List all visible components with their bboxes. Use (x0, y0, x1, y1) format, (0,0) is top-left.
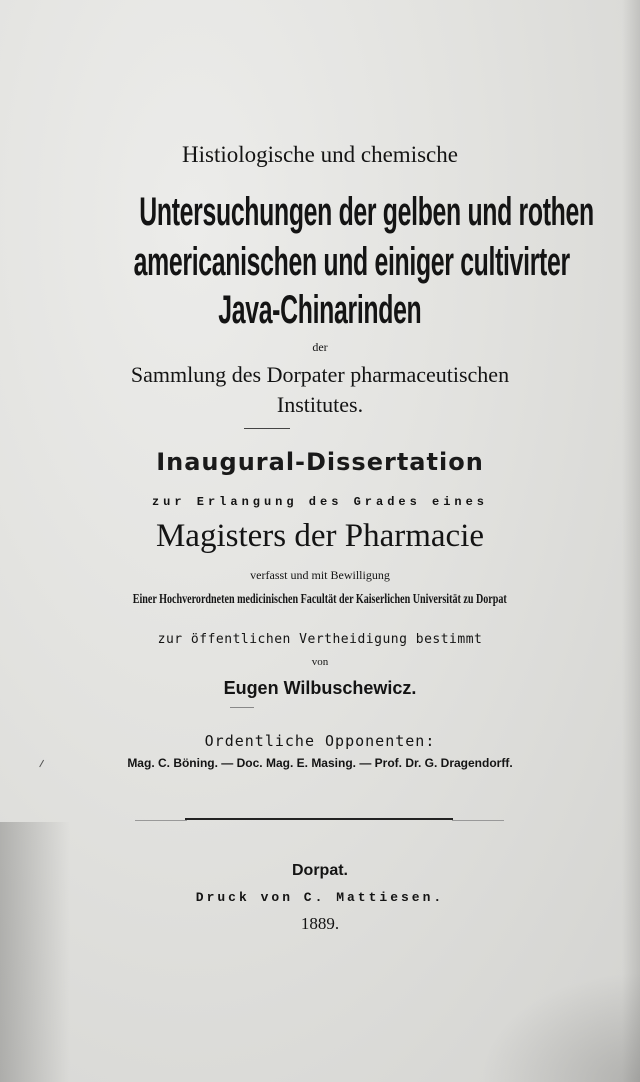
author-name: Eugen Wilbuschewicz. (223, 678, 417, 698)
long-divider (185, 818, 453, 820)
printer-line: Druck von C. Mattiesen. (195, 890, 445, 905)
long-divider-right-fade (452, 820, 504, 821)
title-line-2 (0, 240, 640, 284)
place-line: Dorpat. (292, 862, 348, 879)
faculty-line (0, 592, 640, 608)
opponents-list: Mag. C. Böning. — Doc. Mag. E. Masing. — Prof. Dr. G. Dragendorff. (127, 756, 513, 770)
title-line-2-text: americanischen und einiger cultivirter (133, 240, 570, 284)
title-line-1 (0, 190, 640, 234)
title-line-3-text: Java-Chinarinden (218, 288, 422, 332)
long-divider-left-fade (135, 820, 187, 821)
opponents-heading: Ordentliche Opponenten: (204, 732, 436, 750)
von-line: von (311, 656, 329, 668)
purpose-line: zur Erlangung des Grades eines (151, 495, 489, 509)
collection-line-1: Sammlung des Dorpater pharmaceutischen (130, 362, 510, 387)
defence-line: zur öffentlichen Vertheidigung bestimmt (157, 632, 483, 647)
title-line-1-text: Untersuchungen der gelben und rothen (139, 190, 594, 234)
subtitle-line: Histiologische und chemische (182, 142, 458, 167)
dissertation-heading: Inaugural-Dissertation (156, 448, 484, 476)
page-corner-smudge (480, 972, 640, 1082)
faculty-line-text: Einer Hochverordneten medicinischen Facultät der Kaiserlichen Universität zu Dorpat (132, 592, 508, 607)
author-underline (230, 707, 254, 708)
written-line: verfasst und mit Bewilligung (250, 568, 390, 582)
page-edge-shadow (0, 822, 70, 1082)
year-line: 1889. (300, 914, 340, 933)
title-line-3 (0, 288, 640, 332)
collection-line-2: Institutes. (276, 392, 364, 417)
short-divider (244, 428, 290, 429)
degree-line: Magisters der Pharmacie (155, 518, 485, 554)
der-line: der (312, 340, 328, 354)
